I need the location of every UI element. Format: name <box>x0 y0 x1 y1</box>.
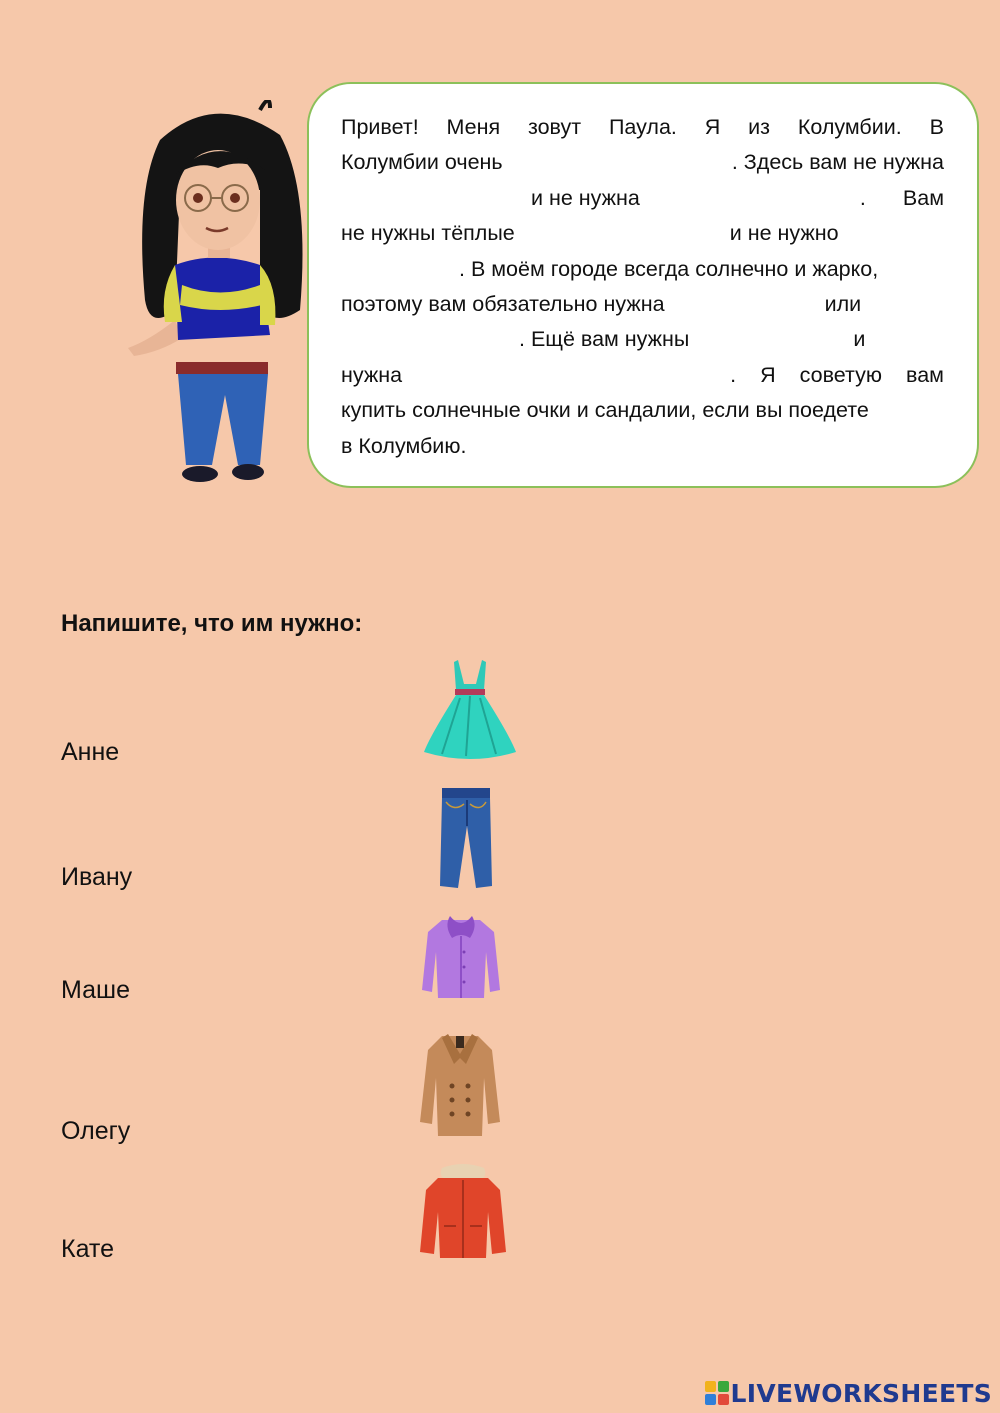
story-line-5 <box>341 252 944 287</box>
story-line-9 <box>341 393 944 428</box>
story-line-8 <box>341 358 944 393</box>
story-text: поэтому вам обязательно нужна <box>341 291 665 316</box>
story-text: купить солнечные очки и сандалии, если вы поедете <box>341 398 869 423</box>
story-text: вам <box>906 362 944 387</box>
exercise-heading: Напишите, что им нужно: <box>61 610 363 637</box>
answer-input-2[interactable] <box>560 863 944 901</box>
story-text: в Колумбию. <box>341 433 467 458</box>
story-word: зовут <box>527 115 582 139</box>
liveworksheets-logo <box>705 1379 992 1407</box>
story-text: и <box>853 327 866 352</box>
story-text: не нужны тёплые <box>341 221 515 246</box>
story-text: . Здесь вам не нужна <box>731 150 944 175</box>
blouse-icon <box>420 912 502 1004</box>
blank-input-1[interactable] <box>535 145 700 175</box>
answer-input-3[interactable] <box>560 976 944 1014</box>
answer-input-5[interactable] <box>560 1235 944 1273</box>
story-word: В <box>929 115 944 139</box>
story-text: . В моём городе всегда солнечно и жарко, <box>459 256 879 281</box>
story-word: Колумбии. <box>797 115 902 139</box>
blank-input-4[interactable] <box>515 216 730 246</box>
story-text: . <box>730 362 737 387</box>
story-text: или <box>824 291 862 316</box>
blank-input-7[interactable] <box>341 322 519 352</box>
story-line-1 <box>341 110 944 145</box>
jacket-icon <box>418 1162 508 1260</box>
story-line-7 <box>341 322 944 357</box>
blank-input-6[interactable] <box>665 287 825 317</box>
story-word: Я <box>704 115 721 139</box>
story-line-4 <box>341 216 944 251</box>
logo-text: LIVEWORKSHEETS <box>730 1378 992 1408</box>
answer-input-4[interactable] <box>560 1117 944 1155</box>
story-text: Вам <box>902 185 944 210</box>
blank-input-3[interactable] <box>640 181 860 211</box>
story-line-10 <box>341 429 944 464</box>
name-label: Ивану <box>61 863 133 891</box>
answer-input-1[interactable] <box>560 738 944 776</box>
story-word: Меня <box>446 115 501 139</box>
story-text: и не нужно <box>729 221 839 246</box>
blank-input-9[interactable] <box>426 358 706 388</box>
story-line-6 <box>341 287 944 322</box>
story-text: . <box>859 185 866 210</box>
logo-mark-icon <box>705 1381 729 1405</box>
story-text: . Ещё вам нужны <box>519 327 690 352</box>
story-line-3 <box>341 181 944 216</box>
story-word: из <box>748 115 770 139</box>
story-text: и не нужна <box>531 185 640 210</box>
jeans-icon <box>436 786 496 891</box>
name-label: Кате <box>61 1235 114 1263</box>
dress-icon <box>420 656 520 764</box>
blank-input-2[interactable] <box>341 181 531 211</box>
story-word: Привет! <box>341 115 419 139</box>
name-label: Олегу <box>61 1117 131 1145</box>
story-text: нужна <box>341 362 403 387</box>
coat-icon <box>418 1030 502 1140</box>
blank-input-5[interactable] <box>341 252 459 282</box>
blank-input-8[interactable] <box>689 322 853 352</box>
name-label: Маше <box>61 976 130 1004</box>
story-text: советую <box>799 362 882 387</box>
story-text: Колумбии очень <box>341 150 503 175</box>
speech-bubble <box>307 82 979 488</box>
story-word: Паула. <box>608 115 677 139</box>
girl-character-illustration <box>120 100 310 490</box>
story-line-2 <box>341 145 944 180</box>
story-text: Я <box>760 362 776 387</box>
name-label: Анне <box>61 738 120 766</box>
